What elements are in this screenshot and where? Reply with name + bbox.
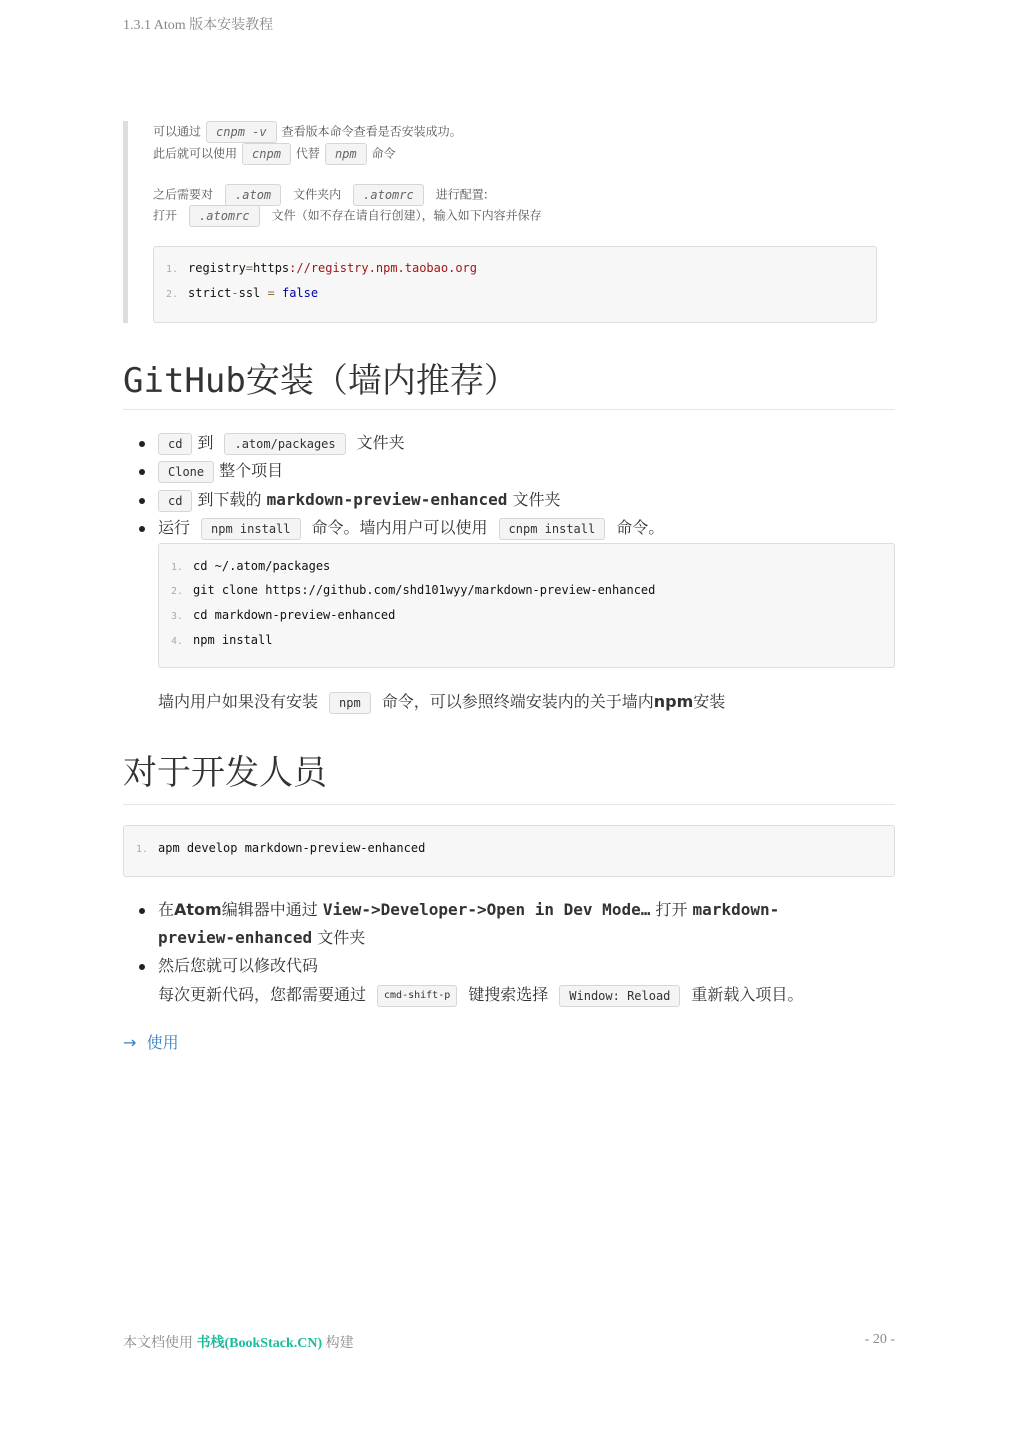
inline-code: cnpm bbox=[242, 143, 291, 165]
footer-credit: 本文档使用 书栈(BookStack.CN) 构建 bbox=[123, 1336, 354, 1351]
heading-rule bbox=[123, 804, 895, 805]
inline-code: cd bbox=[158, 490, 192, 512]
list-item: 在Atom编辑器中通过 View->Developer->Open in Dev Mode… 打开 markdown- bbox=[158, 896, 779, 924]
code-line: 3. cd markdown-preview-enhanced bbox=[170, 608, 396, 622]
inline-code: cnpm -v bbox=[206, 121, 277, 143]
quote-line-2: 此后就可以使用 cnpm 代替 npm 命令 bbox=[153, 143, 396, 165]
inline-code: .atom bbox=[225, 184, 281, 206]
list-item: cd 到 .atom/packages 文件夹 bbox=[158, 429, 405, 457]
paragraph-npm-note: 墙内用户如果没有安装 npm 命令，可以参照终端安装内的关于墙内npm安装 bbox=[158, 688, 725, 716]
code-line: 2. strict-ssl = false bbox=[165, 286, 319, 300]
quote-line-4: 打开 .atomrc 文件（如不存在请自行创建），输入如下内容并保存 bbox=[153, 205, 542, 227]
page-number: - 20 - bbox=[864, 1332, 895, 1347]
list-item: Clone 整个项目 bbox=[158, 457, 283, 485]
paragraph-reload-note: 每次更新代码，您都需要通过 cmd-shift-p 键搜索选择 Window: Reload 重新载入项目。 bbox=[158, 981, 803, 1009]
quote-line-3: 之后需要对 .atom 文件夹内 .atomrc 进行配置: bbox=[153, 184, 488, 206]
bookstack-link[interactable]: 书栈(BookStack.CN) bbox=[196, 1336, 323, 1351]
inline-code: npm bbox=[325, 143, 367, 165]
code-line: 1. registry=https://registry.npm.taobao.org bbox=[165, 261, 477, 275]
code-block-apm bbox=[123, 825, 895, 877]
code-block-npmrc bbox=[153, 246, 877, 323]
code-block-clone bbox=[158, 543, 895, 668]
inline-code: cd bbox=[158, 433, 192, 455]
section-heading-developers: 对于开发人员 bbox=[123, 753, 327, 793]
section-heading-github: GitHub安装（墙内推荐） bbox=[123, 361, 518, 401]
list-item-continuation: preview-enhanced 文件夹 bbox=[158, 928, 366, 947]
inline-code: npm install bbox=[201, 518, 300, 540]
next-page-link[interactable] bbox=[123, 1030, 179, 1053]
next-page-label: 使用 bbox=[146, 1033, 179, 1052]
inline-code: npm bbox=[329, 692, 371, 714]
blockquote bbox=[123, 121, 900, 323]
list-item: 然后您就可以修改代码 bbox=[158, 952, 318, 980]
inline-code: .atomrc bbox=[353, 184, 424, 206]
list-item: cd 到下载的 markdown-preview-enhanced 文件夹 bbox=[158, 486, 561, 514]
arrow-right-icon: → bbox=[123, 1033, 137, 1052]
inline-code: cmd-shift-p bbox=[377, 985, 457, 1007]
running-header: 1.3.1 Atom 版本安装教程 bbox=[123, 18, 274, 33]
code-line: 1. apm develop markdown-preview-enhanced bbox=[135, 841, 426, 855]
code-line: 1. cd ~/.atom/packages bbox=[170, 559, 331, 573]
inline-code: Clone bbox=[158, 461, 214, 483]
inline-code: .atomrc bbox=[189, 205, 260, 227]
inline-code: cnpm install bbox=[499, 518, 606, 540]
inline-code: .atom/packages bbox=[224, 433, 345, 455]
list-item: 运行 npm install 命令。墙内用户可以使用 cnpm install 命令。 bbox=[158, 514, 664, 542]
inline-code: Window: Reload bbox=[559, 985, 680, 1007]
quote-line-1: 可以通过 cnpm -v 查看版本命令查看是否安装成功。 bbox=[153, 121, 462, 143]
heading-rule bbox=[123, 409, 895, 410]
code-line: 2. git clone https://github.com/shd101wyy/markdown-preview-enhanced bbox=[170, 583, 656, 597]
code-line: 4. npm install bbox=[170, 633, 273, 647]
